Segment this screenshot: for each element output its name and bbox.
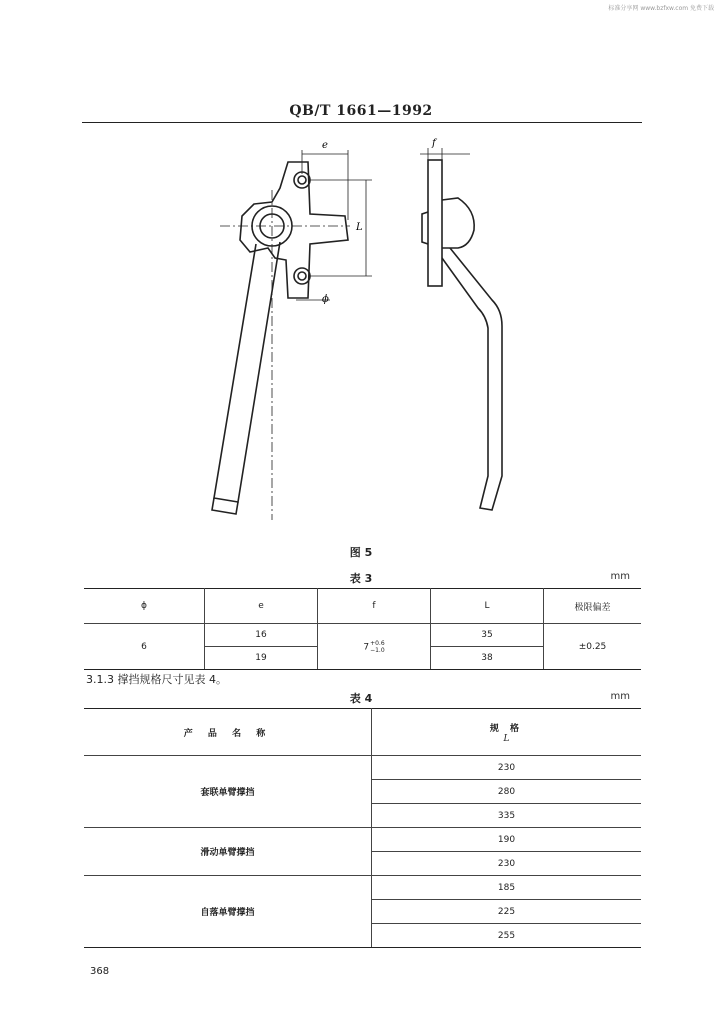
t3-header-L: L [431,589,544,624]
t4-spec-value: 335 [372,804,642,828]
t4-spec-value: 185 [372,876,642,900]
header-rule [82,122,642,123]
t4-spec-value: 190 [372,828,642,852]
side-lever [442,248,502,510]
t4-header-spec: 规 格 L [372,709,642,756]
t4-product-name: 套联单臂撑挡 [84,756,372,828]
t3-header-phi: ϕ [84,589,205,624]
t4-spec-value: 230 [372,852,642,876]
clause-3-1-3: 3.1.3 撑挡规格尺寸见表 4。 [86,673,227,686]
t3-header-tolerance: 极限偏差 [544,589,642,624]
t4-product-name: 滑动单臂撑挡 [84,828,372,876]
table4-caption: 表 4 [349,692,373,705]
side-boss [442,198,474,248]
dim-label-f: f [432,138,436,149]
t3-e-value: 19 [205,647,318,670]
screw-hole-top [294,172,310,188]
t3-f-value: 7+0.6 −1.0 [318,624,431,670]
t3-L-value: 35 [431,624,544,647]
t3-e-value: 16 [205,624,318,647]
lever-arm [214,242,280,502]
table3-caption: 表 3 [349,572,373,585]
t4-product-name: 自落单臂撑挡 [84,876,372,948]
t4-header-name: 产 品 名 称 [84,709,372,756]
t3-L-value: 38 [431,647,544,670]
screw-hole-bottom [294,268,310,284]
watermark-text: 标准分享网 www.bzfxw.com 免费下载 [608,5,714,12]
t4-spec-value: 280 [372,780,642,804]
figure-caption: 图 5 [349,546,373,559]
t3-phi-value: 6 [84,624,205,670]
t4-spec-value: 255 [372,924,642,948]
t4-spec-value: 230 [372,756,642,780]
dim-label-e: e [322,140,328,151]
figure-5-drawing [180,130,540,540]
t3-header-e: e [205,589,318,624]
t3-header-f: f [318,589,431,624]
table-4 [84,708,641,948]
dim-label-L: L [356,222,363,233]
t3-tolerance-value: ±0.25 [544,624,642,670]
dim-label-phi: ϕ [322,294,329,305]
standard-code: QB/T 1661—1992 [289,103,433,119]
table-3 [84,588,641,670]
handle-drawing-svg [180,130,540,540]
table4-unit: mm [610,691,630,702]
page-number: 368 [90,966,110,977]
t4-spec-value: 225 [372,900,642,924]
side-plate [428,160,442,286]
table3-unit: mm [610,571,630,582]
